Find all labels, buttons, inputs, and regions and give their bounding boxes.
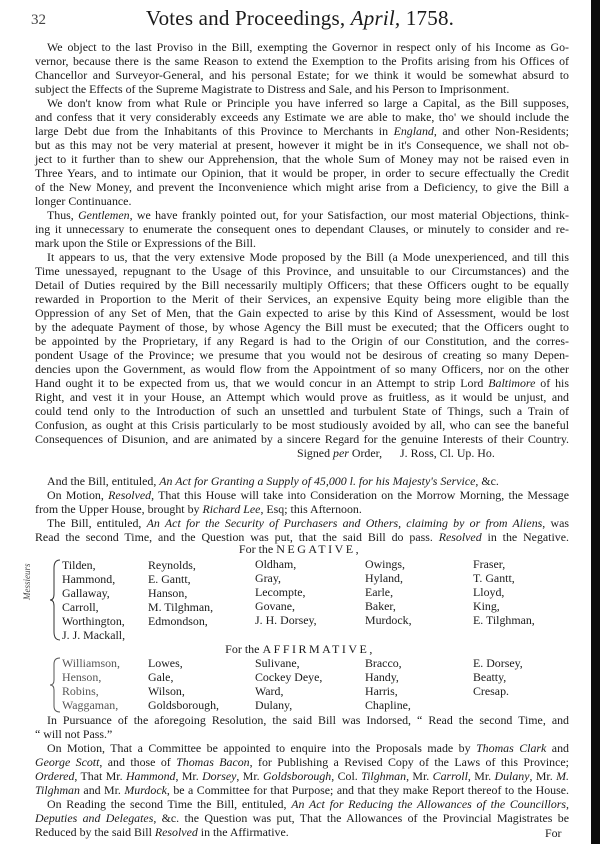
affirmative-col-4 — [365, 656, 411, 712]
member-name: Henson, — [62, 670, 102, 684]
affirmative-heading — [150, 642, 450, 656]
text-segment: Time unessayed, repugnant to the Usage of this Province, and unsuitable to our Circumstances) and the — [35, 264, 569, 278]
italic-text: Gentlemen — [78, 208, 130, 222]
text-line — [35, 390, 569, 404]
member-name: Bracco, — [365, 656, 402, 670]
member-name: Hanson, — [148, 586, 188, 600]
member-name: Chapline, — [365, 698, 411, 712]
member-name: Lowes, — [148, 656, 183, 670]
text-segment: , &c. — [475, 474, 499, 488]
catchword: For — [545, 826, 562, 840]
text-segment: , That Mr. — [74, 769, 126, 783]
text-segment: We don't know from what Rule or Principle you have inferred so large a Capital, as the Bill supposes, — [47, 96, 569, 110]
negative-col-4 — [365, 557, 412, 627]
member-name: Waggaman, — [62, 698, 119, 712]
text-segment: , Mr. — [175, 769, 203, 783]
text-segment: subject the Effects of the Supreme Magistrate to Distress and Sale, and his Person to Imprisonment. — [35, 82, 510, 96]
member-name: T. Gantt, — [473, 571, 515, 585]
text-line — [35, 502, 362, 516]
text-segment: The Bill, entituled, — [47, 516, 147, 530]
member-name: Edmondson, — [148, 614, 208, 628]
member-name: Dulany, — [255, 698, 293, 712]
text-segment: of his — [535, 376, 569, 390]
text-line — [35, 376, 569, 390]
text-segment: and confess that it very considerably exceeds any Estimate we are able to make, tho' we should include the — [35, 110, 569, 124]
text-segment: , Esq; this Afternoon. — [260, 502, 362, 516]
text-line — [35, 124, 569, 138]
italic-text: Tilghman — [361, 769, 407, 783]
text-line — [35, 208, 569, 222]
member-name: Reynolds, — [148, 558, 196, 572]
member-name: Williamson, — [62, 656, 120, 670]
signed-label: Signed — [297, 446, 331, 460]
text-segment: but as this may not be very material at present, however it might be in it's Consequence, we shall not ob- — [35, 138, 569, 152]
text-line — [35, 488, 569, 502]
italic-text: Ordered — [35, 769, 75, 783]
negative-brace — [50, 558, 62, 642]
text-segment: could tend only to the Introduction of such an unsettled and turbulent State of Things, such a Train of — [35, 404, 569, 418]
text-segment: Consequences of Disunion, and are animated by a sincere Regard for the genuine Interests of their Country. — [35, 432, 569, 446]
negative-heading-word: NEGATIVE, — [276, 542, 362, 556]
italic-text: Baltimore — [488, 376, 536, 390]
member-name: Carroll, — [62, 600, 99, 614]
text-segment: Read the second Time, and the Question was put, that the said Bill do pass. — [35, 530, 439, 544]
member-name: Robins, — [62, 684, 99, 698]
text-line — [35, 152, 569, 166]
title-text: Votes and Proceedings, — [145, 6, 346, 30]
text-segment: Confusion, as ought at this Crisis particularly to be most studiously avoided by all, who can see the baneful — [35, 418, 569, 432]
italic-text: England — [393, 124, 434, 138]
text-line — [35, 40, 569, 54]
text-segment: And the Bill, entituled, — [47, 474, 160, 488]
member-name: Hyland, — [365, 571, 403, 585]
member-name: J. H. Dorsey, — [255, 613, 317, 627]
text-line — [35, 432, 569, 446]
title-month: April, — [350, 6, 401, 30]
italic-text: Dorsey — [202, 769, 237, 783]
member-name: Earle, — [365, 585, 394, 599]
member-name: Hammond, — [62, 572, 116, 586]
text-line — [35, 320, 569, 334]
italic-text: An Act for the Security of Purchasers and Others, claiming by or from Aliens — [146, 516, 543, 530]
text-segment: by the adequate Payment of those, by whose Agency the Bill must be executed; that the Officers ought to — [35, 320, 569, 334]
text-line — [35, 348, 569, 362]
text-segment: It appears to us, that the very extensive Mode proposed by the Bill (a Mode unexperienced, and till this — [47, 250, 569, 264]
text-segment: Three Years, and to intimate our Opinion, that it would be proper, in order to secure effectually the Credit — [35, 166, 569, 180]
italic-text: Hammond — [125, 769, 176, 783]
text-line — [35, 474, 499, 488]
member-name: Goldsborough, — [148, 698, 220, 712]
text-line — [35, 825, 289, 839]
text-segment: , was — [542, 516, 569, 530]
text-segment: On Reading the second Time the Bill, entituled, — [47, 797, 292, 811]
text-line — [35, 769, 569, 783]
text-segment: mark upon the Stile or Expressions of the Bill. — [35, 236, 256, 250]
text-segment: Oppression of any Set of Men, that the Gain expected to arise by this Kind of Assessment, would be lost — [35, 306, 569, 320]
member-name: Beatty, — [473, 670, 507, 684]
text-segment: On Motion, That a Committee be appointed to enquire into the Proposals made by — [47, 741, 477, 755]
affirmative-col-2 — [148, 656, 219, 712]
italic-text: An Act for Granting a Supply of 45,000 l. for his Majesty's Service — [159, 474, 476, 488]
signed-per-order — [297, 446, 382, 460]
italic-text: Resolved — [108, 488, 152, 502]
text-segment: rewarded in Proportion to the Merit of their Services, an expensive Equity being more eligible than the — [35, 292, 569, 306]
text-segment: and — [546, 741, 569, 755]
page-number: 32 — [31, 12, 46, 28]
member-name: Handy, — [365, 670, 399, 684]
italic-text: Dulany — [494, 769, 530, 783]
member-name: Wilson, — [148, 684, 185, 698]
negative-col-2 — [148, 558, 213, 628]
text-line — [35, 334, 569, 348]
text-line — [35, 54, 569, 68]
affirmative-brace — [50, 656, 62, 714]
text-segment: from the Upper House, brought by — [35, 502, 203, 516]
member-name: Cresap. — [473, 684, 509, 698]
italic-text: Deputies and Delegates — [35, 811, 154, 825]
negative-col-1 — [62, 558, 125, 642]
text-line — [35, 250, 569, 264]
member-name: Gallaway, — [62, 586, 110, 600]
italic-text: Richard Lee — [202, 502, 261, 516]
italic-text: George Scott — [35, 755, 100, 769]
text-line — [35, 516, 569, 530]
negative-heading-pre: For the — [238, 542, 274, 556]
affirmative-col-5 — [473, 656, 523, 698]
text-segment: in the Affirmative. — [197, 825, 289, 839]
text-segment: in the Negative. — [481, 530, 569, 544]
text-line — [35, 194, 131, 208]
member-name: Fraser, — [473, 557, 506, 571]
italic-text: Resolved — [438, 530, 482, 544]
member-name: Worthington, — [62, 614, 125, 628]
text-segment: ing it unnecessary to enumerate the consequent ones to dependant Clauses, or minutely to consider and re- — [35, 222, 569, 236]
member-name: E. Dorsey, — [473, 656, 523, 670]
text-segment: , That this House will take into Consideration on the Morrow Morning, the Message — [151, 488, 570, 502]
text-line — [35, 811, 569, 825]
member-name: Owings, — [365, 557, 405, 571]
text-line — [35, 222, 569, 236]
text-segment: be appointed by the Proprietary, if any Regard is had to the Origin of our Constitution, and the corres- — [35, 334, 569, 348]
text-line — [35, 68, 569, 82]
member-name: Gale, — [148, 670, 174, 684]
text-segment: , Mr. — [529, 769, 557, 783]
italic-text: Murdock — [124, 783, 167, 797]
italic-text: Goldsborough — [262, 769, 332, 783]
text-segment: ject to it further than to shew our Apprehension, that the whole Sum of Money may not be raised even in — [35, 152, 569, 166]
title-year: 1758. — [405, 6, 455, 30]
negative-col-3 — [255, 557, 317, 627]
affirmative-heading-pre: For the — [225, 642, 260, 656]
member-name: J. J. Mackall, — [62, 628, 126, 642]
text-segment: Right, and vest it in your House, an Attempt which would prove as fruitless, as it would be unjust, and — [35, 390, 569, 404]
clerk-signature: J. Ross, Cl. Up. Ho. — [400, 446, 495, 460]
italic-text: Tilghman — [35, 783, 80, 797]
member-name: Baker, — [365, 599, 396, 613]
text-segment: , for Publishing a Revised Copy of the Laws of this Province; — [249, 755, 569, 769]
text-segment: In Pursuance of the aforegoing Resolution, the said Bill was Indorsed, “ Read the second Time, and — [47, 713, 569, 727]
text-line — [35, 138, 569, 152]
text-segment: On Motion, — [47, 488, 109, 502]
text-segment: We object to the last Proviso in the Bill, exempting the Governor in respect only of his Income as Go- — [47, 40, 569, 54]
scan-edge — [591, 0, 600, 844]
text-segment: Thus, — [47, 208, 79, 222]
text-line — [35, 741, 569, 755]
text-segment: of the New Money, and prevent the Inconvenience which might arise from a Deficiency, to give the Bill a — [35, 180, 569, 194]
text-line — [35, 110, 569, 124]
text-line — [35, 727, 112, 741]
text-segment: Detail of Duties required by the Bill necessarily multiply Officers; that these Officers ought to be equally — [35, 278, 569, 292]
page-title — [0, 6, 600, 31]
text-line — [35, 783, 569, 797]
member-name: Murdock, — [365, 613, 412, 627]
text-line — [35, 404, 569, 418]
text-segment: vernor, because there is the same Reason to extend the Exemption to the Profits arising from his Offices of — [35, 54, 569, 68]
text-segment: , be a Committee for that Purpose; and that they make Report thereof to the House. — [166, 783, 569, 797]
member-name: Govane, — [255, 599, 295, 613]
text-line — [35, 264, 569, 278]
text-line — [35, 278, 569, 292]
message-text — [35, 40, 569, 446]
text-line — [35, 96, 569, 110]
member-name: Cockey Deye, — [255, 670, 323, 684]
text-line — [35, 236, 256, 250]
italic-text: An Act for Reducing the Allowances of the Councillors, — [291, 797, 569, 811]
text-line — [35, 292, 569, 306]
text-segment: pondent Usage of the Province; we presume that you would not be desirous of creating so many Depen- — [35, 348, 569, 362]
text-line — [35, 166, 569, 180]
negative-col-5 — [473, 557, 535, 627]
text-segment: Chancellor and Surveyor-General, and his personal Estate; for we think it would be somewhat absurd to — [35, 68, 569, 82]
signed-per: per — [333, 446, 349, 460]
text-segment: large Debt due from the Inhabitants of this Province to Merchants in — [35, 124, 394, 138]
italic-text: M. — [556, 769, 569, 783]
text-segment: , and those of — [99, 755, 177, 769]
member-name: Lloyd, — [473, 585, 505, 599]
text-segment: and Mr. — [79, 783, 125, 797]
text-line — [35, 713, 569, 727]
text-line — [35, 418, 569, 432]
text-line — [35, 797, 569, 811]
closing-text — [35, 713, 569, 839]
italic-text: Resolved — [154, 825, 198, 839]
text-line — [35, 180, 569, 194]
messieurs-label: Messieurs — [22, 563, 32, 600]
proceedings-text — [35, 474, 569, 544]
member-name: M. Tilghman, — [148, 600, 214, 614]
text-segment: dencies upon the Government, as would flow from the Appointment of so many Officers, nor on the other — [35, 362, 569, 376]
text-line — [35, 82, 509, 96]
text-segment: , Mr. — [467, 769, 495, 783]
member-name: King, — [473, 599, 500, 613]
text-line — [35, 362, 569, 376]
member-name: Ward, — [255, 684, 284, 698]
member-name: Tilden, — [62, 558, 96, 572]
member-name: E. Tilghman, — [473, 613, 535, 627]
signed-order: Order, — [351, 446, 383, 460]
text-segment: , Mr. — [406, 769, 433, 783]
member-name: Oldham, — [255, 557, 297, 571]
text-segment: , Mr. — [236, 769, 263, 783]
member-name: Gray, — [255, 571, 281, 585]
member-name: Sulivane, — [255, 656, 300, 670]
affirmative-heading-word: AFFIRMATIVE, — [262, 642, 375, 656]
text-line — [35, 306, 569, 320]
text-segment: , and other Non-Residents; — [433, 124, 569, 138]
text-line — [35, 755, 569, 769]
affirmative-col-3 — [255, 656, 322, 712]
text-segment: “ will not Pass.” — [35, 727, 113, 741]
affirmative-col-1 — [62, 656, 120, 712]
text-segment: longer Continuance. — [35, 194, 132, 208]
text-segment: Hand ought it to be expected from us, that we would concur in an Attempt to strip Lord — [35, 376, 489, 390]
italic-text: Thomas Bacon — [176, 755, 250, 769]
member-name: E. Gantt, — [148, 572, 191, 586]
text-segment: Reduced by the said Bill — [35, 825, 155, 839]
italic-text: Thomas Clark — [476, 741, 547, 755]
member-name: Harris, — [365, 684, 398, 698]
member-name: Lecompte, — [255, 585, 306, 599]
text-segment: , we have frankly pointed out, for your Satisfaction, our most material Objections, think- — [129, 208, 569, 222]
italic-text: Carroll — [432, 769, 468, 783]
negative-heading — [150, 542, 450, 556]
text-segment: , &c. the Question was put, That the Allowances of the Provincial Magistrates be — [153, 811, 569, 825]
text-segment: , Col. — [331, 769, 362, 783]
